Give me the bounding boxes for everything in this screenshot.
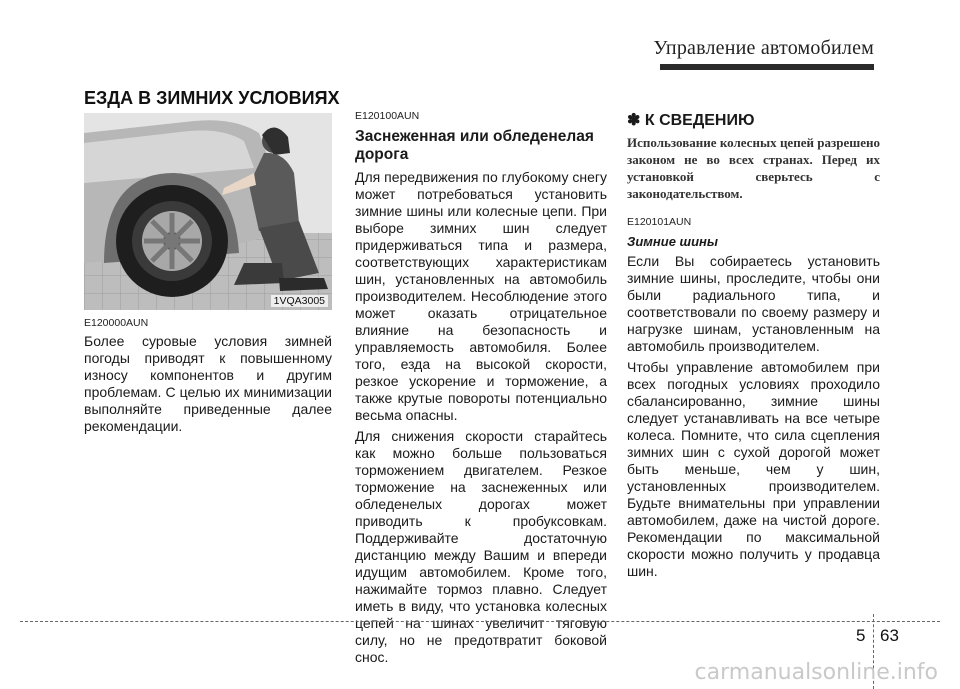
section-title: ЕЗДА В ЗИМНИХ УСЛОВИЯХ — [84, 88, 340, 108]
page-number: 63 — [880, 626, 899, 645]
paragraph: Чтобы управление автомобилем при всех погодных условиях проходило сбалансированно, зимние шины следует устанавливать на все четыре колеса. Помните, что сила сцепления зимних шин с сухой дорогой может быть меньше, чем у шин, установленных производителем. Будьте внимательны при управлении автомобилем, даже на чистой дороге. Рекомендации по максимальной скорости можно получить у продавца шин. — [627, 359, 880, 579]
column-2 — [355, 110, 607, 666]
column-3 — [627, 110, 880, 580]
footer-rule — [20, 621, 940, 623]
section-code: E120000AUN — [84, 317, 149, 329]
subheading-snowy-road: Заснеженная или обледенелая дорога — [355, 128, 594, 163]
image-label: 1VQA3005 — [271, 295, 328, 307]
intro-paragraph: Более суровые условия зимней погоды приводят к повышенному износу компонентов и другим проблемам. С целью их минимизации выполняйте приведенные далее рекомендации. — [84, 333, 332, 434]
asterisk-icon: ✽ — [627, 112, 641, 129]
notice-text: Использование колесных цепей разрешено законом не во всех странах. Перед их установкой сверьтесь с законодательством. — [627, 135, 880, 201]
watermark: carmanualsonline.info — [694, 660, 938, 685]
woman-checking-tire-image — [84, 113, 332, 310]
notice-title — [627, 110, 880, 130]
subheading-winter-tires: Зимние шины — [627, 234, 718, 249]
running-header: Управление автомобилем — [653, 37, 874, 59]
paragraph: Для передвижения по глубокому снегу может потребоваться установить зимние шины или колесные цепи. При выборе зимних шин следует придерживаться типа и размера, соответствующих характеристикам шин, установленных на автомобиль производителем. Несоблюдение этого может оказать отрицательное влияние на безопасность и управляемость автомобиля. Более того, езда на высокой скорости, резкое ускорение и торможение, а также крутые повороты потенциально весьма опасны. — [355, 169, 607, 423]
column-1 — [84, 317, 332, 435]
tire-check-illustration — [84, 113, 332, 310]
paragraph: Если Вы собираетесь установить зимние шины, проследите, чтобы они были радиального типа, и соответствовали по своему размеру и нагрузке шинам, установленным на автомобиль производителем. — [627, 253, 880, 354]
notice-title-text: К СВЕДЕНИЮ — [644, 112, 755, 129]
paragraph: Для снижения скорости старайтесь как можно больше пользоваться торможением двигателем. Резкое торможение на заснеженных или обледенелых дорогах может приводить к пробуксовкам. Поддерживайте достаточную дистанцию между Вашим и впереди идущим автомобилем. Кроме того, нажимайте тормоз плавно. Следует иметь в виду, что установка колесных цепей на шинах увеличит тяговую силу, но не предотвратит боковой снос. — [355, 428, 607, 665]
section-code: E120100AUN — [355, 110, 420, 122]
header-rule — [660, 64, 874, 70]
chapter-number: 5 — [856, 626, 866, 645]
section-code: E120101AUN — [627, 216, 692, 228]
